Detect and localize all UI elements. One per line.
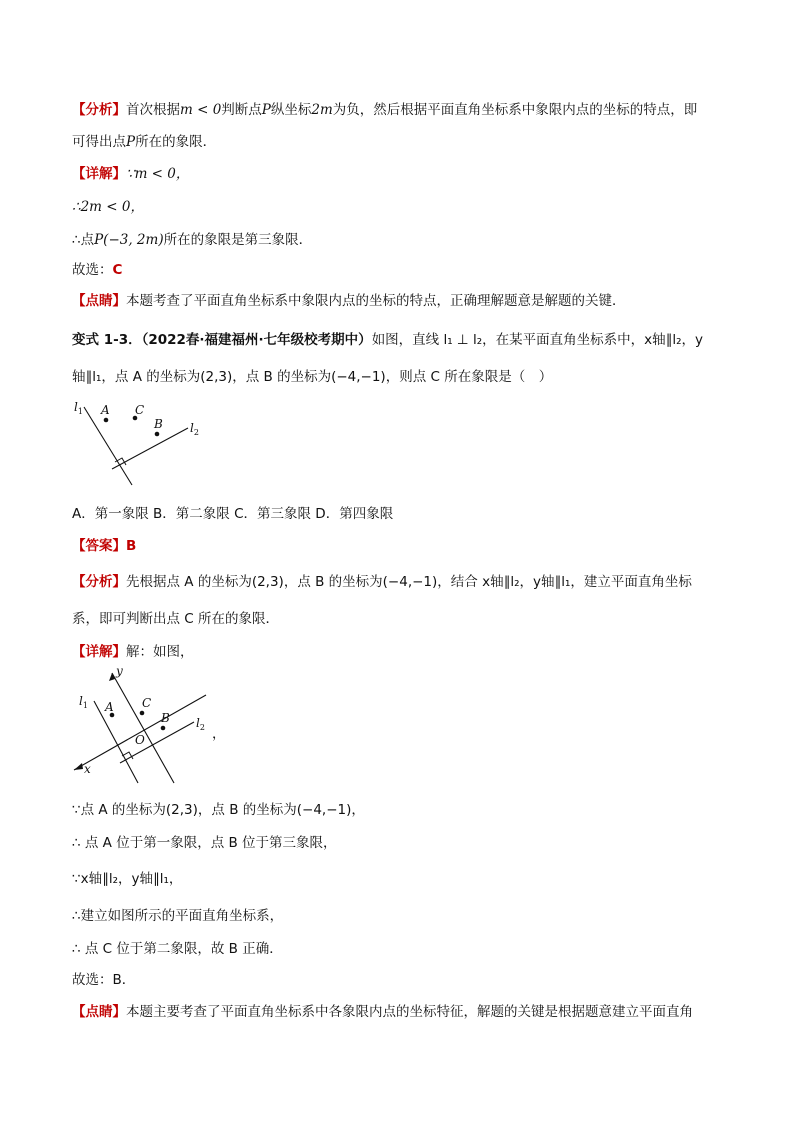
label-b: B (154, 417, 163, 431)
variant-label: 变式 1-3． (72, 332, 142, 348)
detail-line (72, 164, 722, 184)
comment-tag: 【点睛】 (72, 1004, 126, 1020)
choose2-line (72, 970, 722, 990)
right-angle-mark (122, 752, 133, 759)
text: 可得出点 (72, 134, 126, 150)
text: 纵坐标 (270, 102, 312, 118)
text: 轴∥l₁，点 A 的坐标为(2,3)，点 B 的坐标为(−4,−1)，则点 C 所在象限是（ ） (72, 369, 553, 385)
comment2-line (72, 1002, 722, 1022)
step-2 (72, 230, 722, 250)
analysis-line-2 (72, 132, 722, 152)
answer-value: B (126, 538, 137, 554)
solution-3 (72, 869, 722, 889)
options: A．第一象限 B．第二象限 C．第三象限 D．第四象限 (72, 506, 394, 522)
detail-tag: 【详解】 (72, 166, 126, 182)
label-o: O (135, 733, 145, 747)
line-l1 (94, 701, 138, 783)
label-a: A (105, 700, 114, 714)
text: 首次根据 (126, 102, 180, 118)
options-line (72, 504, 722, 524)
text: 判断点 (221, 102, 262, 118)
text: ∵x轴∥l₂，y轴∥l₁， (72, 871, 183, 887)
question-line-1 (72, 330, 722, 350)
text: 如图，直线 l₁ ⊥ l₂，在某平面直角坐标系中，x轴∥l₂，y (371, 332, 704, 348)
text: 故选：B． (72, 972, 136, 988)
math: P (261, 102, 271, 118)
text: 所在的象限是第三象限． (163, 232, 313, 248)
analysis-tag: 【分析】 (72, 574, 126, 590)
label-y: y (116, 665, 123, 678)
analysis-line-1 (72, 100, 722, 120)
text: ∴建立如图所示的平面直角坐标系， (72, 908, 284, 924)
line-l1 (84, 407, 132, 485)
label-a: A (101, 403, 110, 417)
line-l2 (112, 428, 188, 469)
solution-2 (72, 833, 722, 853)
label-l2: $l_2$ (196, 716, 205, 732)
figure-1 (70, 395, 210, 490)
math: ∵m < 0， (126, 166, 190, 182)
label-l1: $l_1$ (79, 694, 88, 710)
label-x: x (84, 762, 91, 776)
point-a (104, 418, 109, 423)
math: P(−3, 2m) (94, 232, 164, 248)
text: 本题考查了平面直角坐标系中象限内点的坐标的特点，正确理解题意是解题的关键． (126, 293, 626, 309)
math: 2m (311, 102, 333, 118)
analysis2-line-2 (72, 609, 722, 629)
label-l2: $l_2$ (190, 421, 199, 437)
choose-line (72, 260, 722, 280)
figure-comma: ， (212, 726, 226, 742)
point-c (140, 711, 145, 716)
comment-line (72, 291, 722, 311)
source: （2022春·福建福州·七年级校考期中） (141, 332, 372, 348)
point-b (155, 432, 160, 437)
text: 解：如图， (126, 644, 194, 660)
solution-4 (72, 906, 722, 926)
math: m < 0 (180, 102, 222, 118)
label-c: C (135, 403, 145, 417)
choice-value: C (112, 262, 123, 278)
text: 系，即可判断出点 C 所在的象限． (72, 611, 280, 627)
text: ∵点 A 的坐标为(2,3)，点 B 的坐标为(−4,−1)， (72, 802, 365, 818)
text: 所在的象限． (135, 134, 217, 150)
label-b: B (161, 711, 170, 725)
analysis2-line-1 (72, 572, 722, 592)
text: ∴ 点 A 位于第一象限，点 B 位于第三象限， (72, 835, 337, 851)
text: 故选： (72, 262, 113, 278)
text: 先根据点 A 的坐标为(2,3)，点 B 的坐标为(−4,−1)，结合 x轴∥l₂，y轴∥l₁，建立平面直角坐标 (126, 574, 692, 590)
x-arrow (74, 763, 83, 770)
math: P (126, 134, 136, 150)
label-c: C (142, 696, 152, 710)
answer-line (72, 536, 722, 556)
math: ∴2m < 0， (72, 199, 144, 215)
detail2-line (72, 642, 722, 662)
point-b (161, 726, 166, 731)
comment-tag: 【点睛】 (72, 293, 126, 309)
answer-tag: 【答案】 (72, 538, 126, 554)
text: 为负，然后根据平面直角坐标系中象限内点的坐标的特点，即 (332, 102, 698, 118)
question-line-2 (72, 367, 722, 387)
step-1 (72, 197, 722, 217)
analysis-tag: 【分析】 (72, 102, 126, 118)
label-l1: $l_1$ (74, 400, 83, 416)
detail-tag: 【详解】 (72, 644, 126, 660)
text: ∴点 (72, 232, 95, 248)
solution-5 (72, 939, 722, 959)
solution-1 (72, 800, 722, 820)
line-l2 (120, 722, 194, 763)
figure-2 (68, 665, 228, 785)
text: 本题主要考查了平面直角坐标系中各象限内点的坐标特征，解题的关键是根据题意建立平面直角 (126, 1004, 693, 1020)
text: ∴ 点 C 位于第二象限，故 B 正确． (72, 941, 283, 957)
